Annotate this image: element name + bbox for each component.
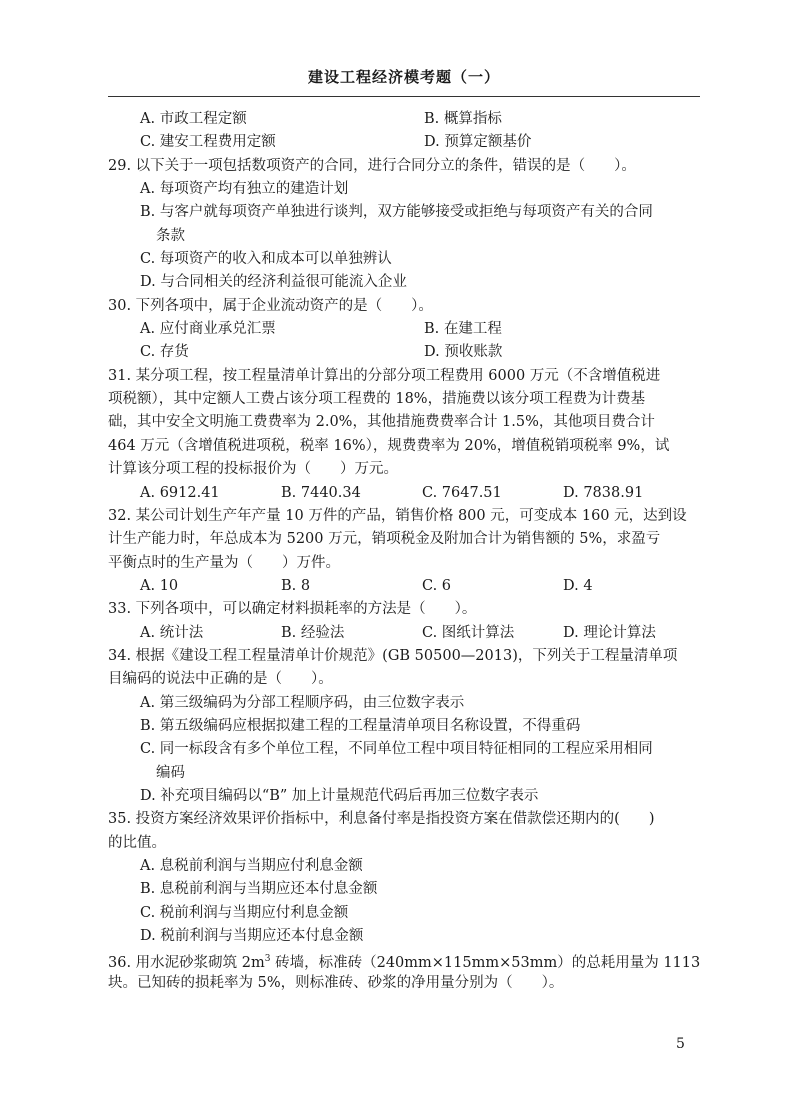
q29-stem: 29. 以下关于一项包括数项资产的合同，进行合同分立的条件，错误的是（ ）。 <box>108 157 636 174</box>
q36-stem-line-2: 块。已知砖的损耗率为 5%，则标准砖、砂浆的净用量分别为（ ）。 <box>108 974 564 991</box>
q33-option-a: A. 统计法 <box>140 624 204 641</box>
q32-option-a: A. 10 <box>140 577 179 594</box>
q32-stem-line-1: 32. 某公司计划生产年产量 10 万件的产品，销售价格 800 元，可变成本 160 元，达到设 <box>108 507 687 524</box>
q30-option-a: A. 应付商业承兑汇票 <box>140 321 276 338</box>
q35-stem-line-1: 35. 投资方案经济效果评价指标中，利息备付率是指投资方案在借款偿还期内的( ) <box>108 811 655 828</box>
q29-option-c: C. 每项资产的收入和成本可以单独辨认 <box>140 251 392 268</box>
q36-stem-part-2: 砖墙，标准砖（240mm×115mm×53mm）的总耗用量为 1113 <box>270 955 701 972</box>
q31-option-c: C. 7647.51 <box>422 484 502 501</box>
q31-stem-line-4: 464 万元（含增值税进项税，税率 16%），规费费率为 20%，增值税销项税率 9%，试 <box>108 437 670 454</box>
question-content <box>108 108 700 995</box>
q31-option-b: B. 7440.34 <box>281 484 361 501</box>
q32-stem-line-2: 计生产能力时，年总成本为 5200 万元，销项税金及附加合计为销售额的 5%，求盈亏 <box>108 531 661 548</box>
q29-option-d: D. 与合同相关的经济利益很可能流入企业 <box>140 274 407 291</box>
q28-options-row-1 <box>108 108 700 131</box>
q34-stem-line-2: 目编码的说法中正确的是（ ）。 <box>108 671 333 688</box>
q33-stem: 33. 下列各项中，可以确定材料损耗率的方法是（ ）。 <box>108 601 477 618</box>
q36-stem-part-1: 36. 用水泥砂浆砌筑 2m <box>108 955 265 972</box>
q30-stem: 30. 下列各项中，属于企业流动资产的是（ ）。 <box>108 297 433 314</box>
q35-stem-line-2: 的比值。 <box>108 834 166 851</box>
q28-option-b: B. 概算指标 <box>424 111 502 127</box>
q34-stem-line-1: 34. 根据《建设工程工程量清单计价规范》(GB 50500—2013)，下列关于工程量清单项 <box>108 647 678 664</box>
q34-option-c: C. 同一标段含有多个单位工程，不同单位工程中项目特征相同的工程应采用相同 <box>140 741 653 758</box>
q31-stem-line-2: 项税额），其中定额人工费占该分项工程费的 18%，措施费以该分项工程费为计费基 <box>108 391 646 408</box>
q29-option-a: A. 每项资产均有独立的建造计划 <box>140 181 349 198</box>
q32-stem-line-3: 平衡点时的生产量为（ ）万件。 <box>108 554 340 571</box>
q32-option-c: C. 6 <box>422 577 452 594</box>
q35-option-a: A. 息税前利润与当期应付利息金额 <box>140 858 363 874</box>
q35-option-d: D. 税前利润与当期应还本付息金额 <box>140 928 364 945</box>
q36-superscript: 3 <box>264 954 271 965</box>
q30-option-b: B. 在建工程 <box>424 321 502 338</box>
q31-stem-line-1: 31. 某分项工程，按工程量清单计算出的分部分项工程费用 6000 万元（不含增值税进 <box>108 367 661 384</box>
page-header-title: 建设工程经济模考题（一） <box>307 68 500 86</box>
q28-options-row-2 <box>108 131 700 154</box>
q32-option-d: D. 4 <box>563 577 593 594</box>
q28-option-c: C. 建安工程费用定额 <box>140 134 276 151</box>
q30-options-row-1 <box>108 318 700 341</box>
q34-option-a: A. 第三级编码为分部工程顺序码，由三位数字表示 <box>140 694 465 711</box>
q31-stem-line-5: 计算该分项工程的投标报价为（ ）万元。 <box>108 461 398 478</box>
q32-options-row <box>108 575 700 598</box>
q30-option-c: C. 存货 <box>140 344 189 361</box>
q33-option-c: C. 图纸计算法 <box>422 624 515 641</box>
q28-option-d: D. 预算定额基价 <box>424 134 532 151</box>
q34-option-d: D. 补充项目编码以“B” 加上计量规范代码后再加三位数字表示 <box>140 787 539 804</box>
q31-stem-line-3: 础，其中安全文明施工费费率为 2.0%，其他措施费费率合计 1.5%，其他项目费合计 <box>108 414 655 431</box>
q31-options-row <box>108 482 700 505</box>
header-rule <box>108 96 700 97</box>
q35-option-b: B. 息税前利润与当期应还本付息金额 <box>140 881 378 898</box>
q33-option-d: D. 理论计算法 <box>563 624 656 641</box>
page-number: 5 <box>676 1036 685 1052</box>
q34-option-b: B. 第五级编码应根据拟建工程的工程量清单项目名称设置，不得重码 <box>140 717 581 734</box>
q30-option-d: D. 预收账款 <box>424 344 503 361</box>
q33-option-b: B. 经验法 <box>281 624 345 641</box>
q28-option-a: A. 市政工程定额 <box>140 111 247 127</box>
q30-options-row-2 <box>108 341 700 364</box>
q35-option-c: C. 税前利润与当期应付利息金额 <box>140 904 349 921</box>
q29-option-b-cont: 条款 <box>156 227 185 244</box>
q33-options-row <box>108 622 700 645</box>
q31-option-a: A. 6912.41 <box>140 484 220 501</box>
q29-option-b: B. 与客户就每项资产单独进行谈判，双方能够接受或拒绝与每项资产有关的合同 <box>140 204 653 221</box>
q32-option-b: B. 8 <box>281 577 311 594</box>
q31-option-d: D. 7838.91 <box>563 484 644 501</box>
q34-option-c-cont: 编码 <box>156 764 185 781</box>
q36-stem-line-1 <box>108 948 700 971</box>
